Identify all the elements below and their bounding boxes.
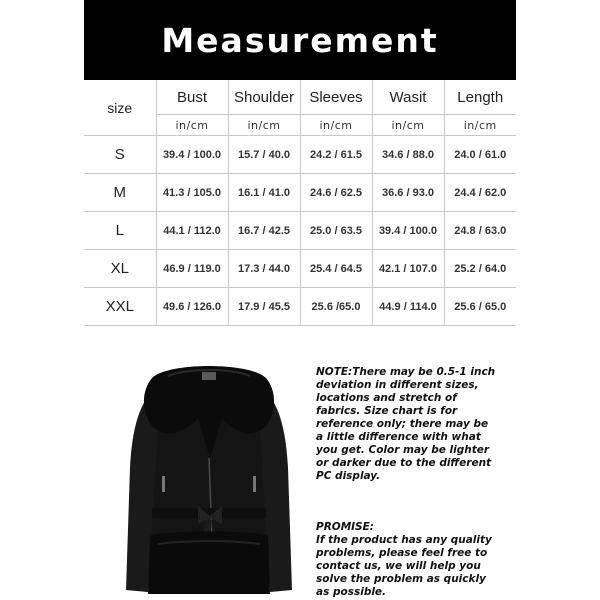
unit-label: in/cm (156, 115, 228, 136)
table-cell: 24.6 / 62.5 (300, 174, 372, 212)
row-size-label: XL (84, 250, 156, 288)
table-cell: 15.7 / 40.0 (228, 136, 300, 174)
table-cell: 44.9 / 114.0 (372, 288, 444, 326)
jacket-right-zipper-pull (253, 476, 256, 492)
promise-section (316, 521, 496, 599)
table-cell: 25.6 /65.0 (300, 288, 372, 326)
table-cell: 25.0 / 63.5 (300, 212, 372, 250)
unit-label: in/cm (444, 115, 516, 136)
table-cell: 49.6 / 126.0 (156, 288, 228, 326)
table-cell: 39.4 / 100.0 (156, 136, 228, 174)
note-text: NOTE:There may be 0.5-1 inch deviation in different sizes, locations and stretch of fabrics. Size chart is for reference only; there may be a little difference with what you get. Color may be lighter or darker due to the different PC display. (316, 366, 496, 482)
column-header-bust: Bust (156, 80, 228, 115)
header-banner (84, 0, 516, 80)
table-cell: 46.9 / 119.0 (156, 250, 228, 288)
table-cell: 24.0 / 61.0 (444, 136, 516, 174)
table-cell: 25.2 / 64.0 (444, 250, 516, 288)
table-cell: 25.6 / 65.0 (444, 288, 516, 326)
table-cell: 16.7 / 42.5 (228, 212, 300, 250)
table-cell: 25.4 / 64.5 (300, 250, 372, 288)
unit-label: in/cm (300, 115, 372, 136)
table-row (84, 288, 516, 326)
column-header-sleeves: Sleeves (300, 80, 372, 115)
table-cell: 24.8 / 63.0 (444, 212, 516, 250)
promise-title: PROMISE: (316, 521, 374, 533)
column-header-length: Length (444, 80, 516, 115)
row-size-label: M (84, 174, 156, 212)
page-title: Measurement (161, 20, 439, 60)
table-row (84, 250, 516, 288)
table-cell: 39.4 / 100.0 (372, 212, 444, 250)
jacket-left-zipper-pull (162, 476, 165, 492)
table-row (84, 212, 516, 250)
table-cell: 36.6 / 93.0 (372, 174, 444, 212)
column-header-shoulder: Shoulder (228, 80, 300, 115)
table-cell: 34.6 / 88.0 (372, 136, 444, 174)
jacket-tag (202, 372, 216, 380)
table-cell: 17.9 / 45.5 (228, 288, 300, 326)
table-cell: 16.1 / 41.0 (228, 174, 300, 212)
row-size-label: L (84, 212, 156, 250)
unit-label: in/cm (228, 115, 300, 136)
table-row (84, 174, 516, 212)
table-cell: 24.2 / 61.5 (300, 136, 372, 174)
unit-label: in/cm (372, 115, 444, 136)
jacket-product-image (118, 358, 300, 600)
table-cell: 42.1 / 107.0 (372, 250, 444, 288)
column-header-waist: Wasit (372, 80, 444, 115)
promise-text: If the product has any quality problems, please feel free to contact us, we will help you solve the problem as quickly as possible. (316, 534, 492, 598)
table-row (84, 136, 516, 174)
size-column-header: size (84, 80, 156, 136)
table-cell: 44.1 / 112.0 (156, 212, 228, 250)
table-cell: 41.3 / 105.0 (156, 174, 228, 212)
size-chart-table (84, 80, 516, 326)
row-size-label: XXL (84, 288, 156, 326)
table-cell: 24.4 / 62.0 (444, 174, 516, 212)
table-cell: 17.3 / 44.0 (228, 250, 300, 288)
row-size-label: S (84, 136, 156, 174)
